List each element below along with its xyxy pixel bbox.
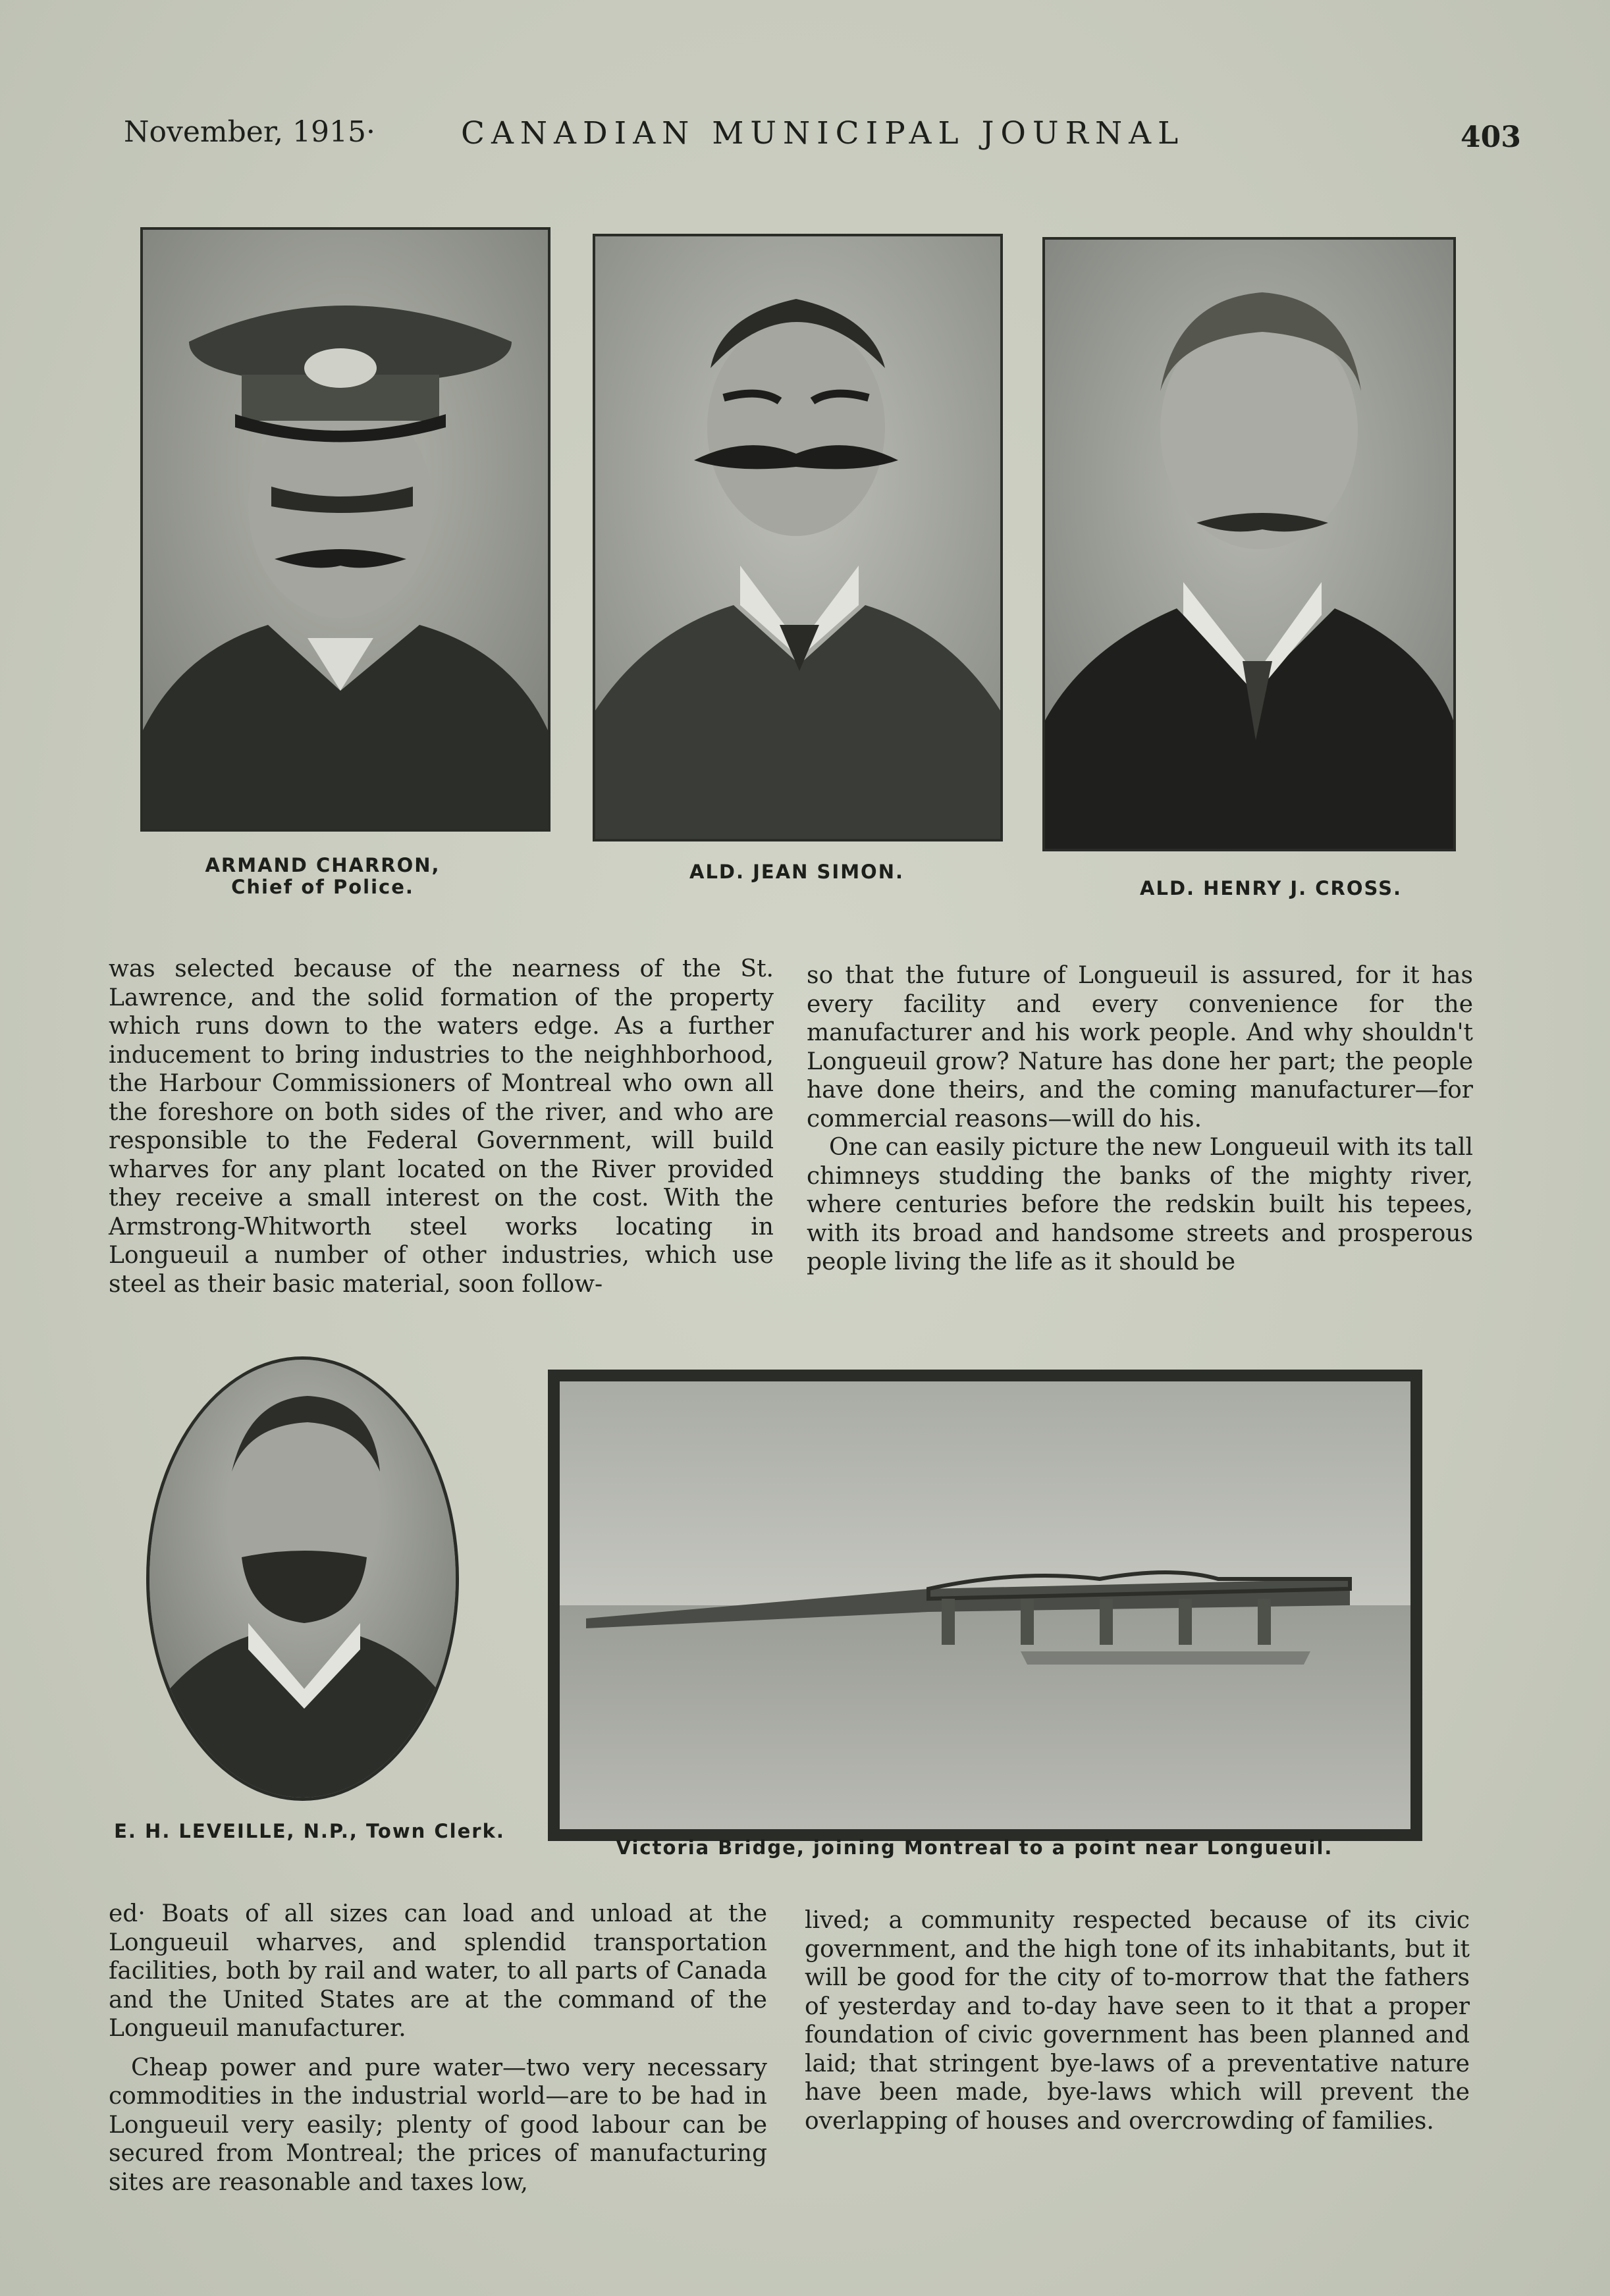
paragraph: One can easily picture the new Longueuil with its tall chimneys studding the banks of the mighty river, where centuries before the redskin built his tepees, with its broad and handsome streets and prosperous people living the life as it should be <box>807 1134 1473 1275</box>
upper-right-column <box>807 961 1473 1277</box>
paragraph: lived; a community respected because of its civic government, and the high tone of its inhabitants, but it will be good for the city of to-morrow that the fathers of yesterday and to-day have seen to it that a proper foundation of civic government has been planned and laid; that stringent bye-laws of a preventative nature have been made, bye-laws which will prevent the overlapping of houses and overcrowding of families. <box>805 1907 1470 2135</box>
caption-simon: ALD. JEAN SIMON. <box>689 861 904 883</box>
paragraph: was selected because of the nearness of the St. Lawrence, and the solid formation of the property which runs down to the waters edge. As a further inducement to bring industries to the neighhborhood, the Harbour Commissioners of Montreal who own all the foreshore on both sides of the river, and who are responsible to the Federal Government, will build wharves for any plant located on the River provided they receive a small interest on the cost. With the Armstrong-Whitworth steel works locating in Longueuil a number of other industries, which use steel as their basic material, soon follow- <box>109 955 774 1298</box>
lower-right-column <box>805 1906 1470 2135</box>
portrait-armand-charron <box>140 227 550 832</box>
page-number: 403 <box>1461 120 1521 154</box>
caption-cross: ALD. HENRY J. CROSS. <box>1140 877 1402 899</box>
caption-leveille: E. H. LEVEILLE, N.P., Town Clerk. <box>114 1820 505 1842</box>
caption-charron-role: Chief of Police. <box>231 876 414 899</box>
paragraph: Cheap power and pure water—two very necessary commodities in the industrial world—are to be had in Longueuil very easily; plenty of good labour can be secured from Montreal; the prices of manufacturing sites are reasonable and taxes low, <box>109 2054 767 2196</box>
caption-charron-name: ARMAND CHARRON, <box>205 854 441 876</box>
paragraph: ed· Boats of all sizes can load and unload at the Longueuil wharves, and splendid transportation facilities, both by rail and water, to all parts of Canada and the United States are at the command of the Longueuil manufacturer. <box>109 1900 767 2042</box>
portrait-eh-leveille <box>146 1356 459 1801</box>
caption-victoria-bridge: Victoria Bridge, joining Montreal to a point near Longueuil. <box>616 1836 1333 1859</box>
journal-title: CANADIAN MUNICIPAL JOURNAL <box>461 115 1185 151</box>
photo-victoria-bridge <box>548 1370 1422 1841</box>
lower-left-column <box>109 1900 767 2197</box>
portrait-henry-cross <box>1042 237 1456 851</box>
paragraph: so that the future of Longueuil is assured, for it has every facility and every convenience for the manufacturer and his work people. And why shouldn't Longueuil grow? Nature has done her part; the people have done theirs, and the coming manufacturer—for commercial reasons—will do his. <box>807 962 1473 1133</box>
upper-left-column <box>109 955 774 1298</box>
issue-date: November, 1915· <box>124 115 375 149</box>
running-header <box>0 115 1610 168</box>
caption-charron <box>145 855 500 899</box>
portrait-jean-simon <box>593 234 1003 841</box>
